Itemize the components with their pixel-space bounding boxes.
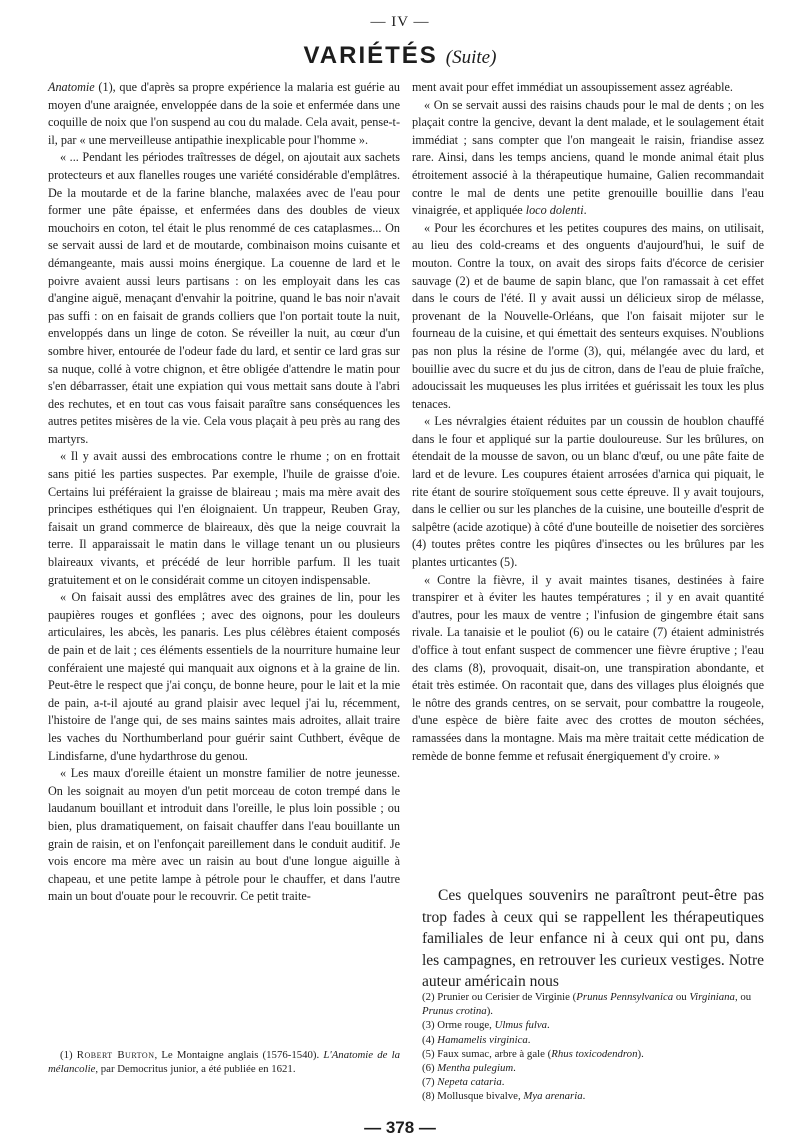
footnote-text: , Le Montaigne anglais (1576-1540). bbox=[154, 1049, 320, 1061]
commentary-text: Ces quelques souvenirs ne paraîtront peut-être pas trop fades à ceux qui se rappellent les thérapeutiques familiales de leur enfance ni à ceux qui ont pu, dans les campagnes, en retrouver les curieux vestiges. Notre auteur américain nous bbox=[422, 887, 764, 990]
section-title-main: VARIÉTÉS bbox=[303, 42, 438, 69]
paragraph: « On faisait aussi des emplâtres avec des graines de lin, pour les paupières rouges et gonflées ; avec des oignons, pour les douleurs articulaires, les abcès, les panaris. Les plus célèbres étaient composés de pain et de lait ; ces éléments essentiels de la nourriture humaine leur conféraient une majesté qui manquait aux oignons et à la graine de lin. Peut-être le respect que j'ai conçu, de bonne heure, pour le lait et la mie de pain, a-t-il ajouté au grand plaisir avec lequel j'ai lu, récemment, l'histoire de l'ange qui, de ses mains saintes mais adroites, allait traire les vaches du Northumberland pour guérir saint Cuthbert, évêque de Lindisfarne, d'une hydarthrose du genou. bbox=[48, 590, 400, 763]
paragraph: « Pour les écorchures et les petites coupures des mains, on utilisait, au lieu des cold-creams et des onguents d'aujourd'hui, le suif de mouton. Contre la toux, on avait des sirops faits d'écorce de cerisier sauvage (2) et de baume de sapin blanc, que l'on ramassait à cet effet dans le cours de l'été. Il y avait aussi un délicieux sirop de mélasse, provenant de la Nouvelle-Orléans, que l'on faisait mijoter sur le fourneau de la cuisine, et qui émettait des senteurs exquises. N'oublions pas non plus la résine de l'orme (3), qui, mélangée avec du lard, et bouillie avec du sucre et du jus de citron, dans de l'eau de pluie fraîche, adoucissait les muqueuses les plus irritées et guérissait les toux les plus tenaces. bbox=[412, 220, 764, 411]
section-title-sub: (Suite) bbox=[445, 47, 497, 68]
footnote: (5) Faux sumac, arbre à gale (Rhus toxicodendron). bbox=[422, 1047, 644, 1060]
paragraph-text: « On se servait aussi des raisins chauds pour le mal de dents ; on les plaçait contre la gencive, devant la dent malade, et le soulagement était immédiat ; sans compter que l'on mangeait le raisin, friandise assez rare. Ainsi, dans les temps anciens, quand le monde animal était plus étroitement associé à la thérapeutique humaine, Galien recommandait contre le mal de dents une petite grenouille bouillie dans l'eau vinaigrée, et appliquée bbox=[412, 97, 764, 218]
running-head: — IV — bbox=[370, 14, 430, 30]
paragraph: « Les maux d'oreille étaient un monstre familier de notre jeunesse. On les soignait au moyen d'un petit morceau de coton trempé dans le laudanum bouillant et introduit dans l'oreille, le plus loin possible ; ou bien, plus dramatiquement, on faisait chauffer dans l'eau bouillante un grain de raisin, et on l'enfonçait pareillement dans le conduit auditif. Je vois encore ma mère avec un raisin au bout d'une longue aiguille à chapeau, et une petite lampe à pétrole pour le chauffer, et dans l'autre main un bout d'ouate pour le recouvrir. Ce petit traite- bbox=[48, 766, 400, 904]
footnote-text: , par Democritus junior, a été publiée en 1621. bbox=[95, 1063, 296, 1075]
footnote: (3) Orme rouge, Ulmus fulva. bbox=[422, 1019, 550, 1032]
paragraph-text: . bbox=[583, 203, 587, 218]
footnote-left bbox=[48, 1048, 400, 1076]
footnote-italic: L'Anatomie de la mélancolie bbox=[48, 1049, 400, 1075]
section-title bbox=[0, 42, 800, 70]
left-column bbox=[48, 79, 400, 906]
italic-text: loco dolenti bbox=[525, 203, 584, 218]
footnote: (7) Nepeta cataria. bbox=[422, 1076, 505, 1089]
footnote: (2) Prunier ou Cerisier de Virginie (Prunus Pennsylvanica ou Virginiana, ou Prunus crotina). bbox=[422, 991, 752, 1018]
paragraph-text: (1), que d'après sa propre expérience la malaria est guérie au moyen d'une araignée, enveloppée dans de la soie et enfermée dans une coquille de noix que l'on suspend au cou du malade. Cela avait, pense-t-il, par « une merveilleuse antipathie inexplicable pour l'homme ». bbox=[48, 80, 400, 147]
right-column bbox=[412, 79, 764, 765]
footnote-author: Robert Burton bbox=[76, 1049, 155, 1061]
paragraph: « Contre la fièvre, il y avait maintes tisanes, destinées à faire transpirer et à éviter les hautes températures ; il y en avait quantité d'autres, pour les maux de ventre ; l'infusion de gingembre était sans rivale. La tanaisie et le pouliot (6) ou le cataire (7) étaient administrés d'office à tout enfant suspect de commencer une fièvre éruptive ; l'eau des clams (8), provoquait, disait-on, une transpiration abondante, et était très estimée. On racontait que, dans des villages plus éloignés que le nôtre des grands centres, on se servait, pour combattre la rougeole, d'une espèce de bière faite avec des crottes de mouton séchées, ramassées dans la montagne. Mais ma mère traitait cette médication de remède de bonne femme et refusait énergiquement d'y croire. » bbox=[412, 572, 764, 763]
paragraph: « Il y avait aussi des embrocations contre le rhume ; on en frottait sans pitié les parties suspectes. Par exemple, l'huile de graisse d'oie. Certains lui préféraient la graisse de blaireau ; mais ma mère avait des principes esthétiques qui l'en éloignaient. Un trappeur, Reuben Gray, faisait un grand commerce de blaireaux, dès que la neige couvrait la terre. Il apparaissait le matin dans le village tenant un ou plusieurs blaireaux vivants, et précédé de leur horrible parfum. Il les tuait gratuitement et on le considérait comme un citoyen indispensable. bbox=[48, 449, 400, 587]
paragraph bbox=[412, 97, 764, 220]
footnote: (8) Mollusque bivalve, Mya arenaria. bbox=[422, 1090, 586, 1103]
page-number: — 378 — bbox=[364, 1118, 436, 1137]
paragraph bbox=[48, 79, 400, 149]
footnote: (4) Hamamelis virginica. bbox=[422, 1033, 531, 1046]
paragraph: « ... Pendant les périodes traîtresses de dégel, on ajoutait aux sachets protecteurs et aux flanelles rouges une variété considérable d'emplâtres. De la moutarde et de la farine blanche, malaxées avec de l'eau pour former une pâte épaisse, et enfermées dans des doubles de vieux mouchoirs en coton, tel était le plus renommé de ces cataplasmes... On se servait aussi de lard et de moutarde, combinaison moins cuisante et démangeante, mais aussi moins énergique. La couenne de lard et le poivre avaient aussi leurs partisans : on les employait dans les cas d'angine aiguë, menaçant d'envahir la poitrine, quand le bas noir n'avait pas suffi : on en faisait de grands colliers que l'on portait toute la nuit, enveloppés dans un linge de coton. Se réveiller la nuit, au cœur d'un sombre hiver, entourée de l'odeur fade du lard, et sentir ce lard gras sur sa nuque, collé à votre chignon, et être obligée d'attendre le matin pour s'en débarrasser, était une expiation qui vous mettait sans doute à l'abri des rechutes, et en tout cas vous faisait paraître sans conséquences les autres petites misères de la vie. Cela vous plaçait à peu près au rang des martyrs. bbox=[48, 150, 400, 446]
paragraph: « Les névralgies étaient réduites par un coussin de houblon chauffé dans le four et appliqué sur la partie douloureuse. Sur les brûlures, on étendait de la mousse de savon, ou un blanc d'œuf, ou une pâte faite de lard et de levure. Les coupures étaient arrosées d'arnica qui piquait, le rite étant de sourire stoïquement sous cette épreuve. Il y avait toujours, dans le cellier ou sur les planches de la cuisine, une bouteille d'esprit de salpêtre (acide azotique) à côté d'une bouteille de noisetier des sorcières (4) toutes prêtes contre les piqûres d'insectes ou les brûlures par les plantes urticantes (5). bbox=[412, 414, 764, 570]
footnote-number: (1) bbox=[60, 1049, 77, 1061]
commentary bbox=[422, 885, 764, 993]
footnote: (6) Mentha pulegium. bbox=[422, 1062, 516, 1075]
footnotes-right bbox=[422, 990, 772, 1104]
italic-text: Anatomie bbox=[48, 80, 95, 94]
footnote bbox=[48, 1048, 400, 1076]
paragraph: ment avait pour effet immédiat un assoupissement assez agréable. bbox=[412, 80, 733, 94]
